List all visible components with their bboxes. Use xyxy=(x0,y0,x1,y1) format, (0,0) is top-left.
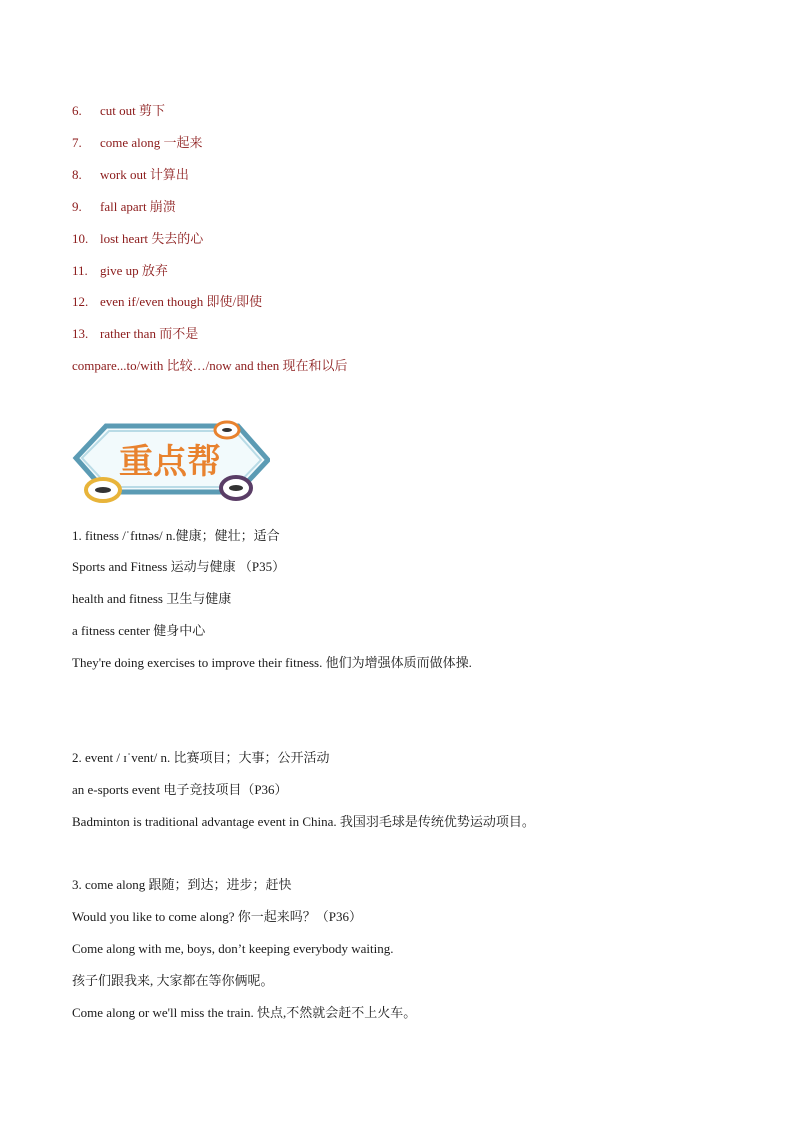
vocab-number: 9. xyxy=(72,199,82,214)
example-line: 孩子们跟我来, 大家都在等你俩呢。 xyxy=(72,973,274,988)
example-line: Badminton is traditional advantage event in China. 我国羽毛球是传统优势运动项目。 xyxy=(72,814,535,829)
section-heading-fitness: 1. fitness /ˈfɪtnəs/ n.健康；健壮；适合 xyxy=(72,528,280,543)
bubble-dot-icon xyxy=(222,428,232,432)
vocab-number: 8. xyxy=(72,167,82,182)
vocab-number: 12. xyxy=(72,294,89,309)
banner-title: 重点帮 xyxy=(119,442,221,482)
vocab-text: give up 放弃 xyxy=(100,263,168,278)
vocab-text: come along 一起来 xyxy=(100,135,203,150)
extra-phrase: compare...to/with 比较…/now and then 现在和以后 xyxy=(72,358,348,373)
vocab-text: lost heart 失去的心 xyxy=(100,231,204,246)
vocab-text: rather than 而不是 xyxy=(100,326,199,341)
vocab-item xyxy=(72,294,262,310)
example-line: a fitness center 健身中心 xyxy=(72,623,206,638)
bubble-dot-icon xyxy=(95,487,111,493)
vocab-text: cut out 剪下 xyxy=(100,103,165,118)
vocab-item xyxy=(72,199,176,215)
example-line: Sports and Fitness 运动与健康 （P35） xyxy=(72,559,286,574)
vocab-number: 7. xyxy=(72,135,82,150)
vocab-item xyxy=(72,231,203,247)
vocab-item xyxy=(72,135,203,151)
vocab-number: 11. xyxy=(72,263,88,278)
vocab-number: 13. xyxy=(72,326,89,341)
example-line: They're doing exercises to improve their fitness. 他们为增强体质而做体操. xyxy=(72,655,472,670)
vocab-item xyxy=(72,326,198,342)
example-line: Come along or we'll miss the train. 快点,不然就会赶不上火车。 xyxy=(72,1005,417,1020)
vocab-text: fall apart 崩溃 xyxy=(100,199,176,214)
bubble-dot-icon xyxy=(229,485,243,491)
vocab-text: even if/even though 即使/即使 xyxy=(100,294,263,309)
example-line: Come along with me, boys, don’t keeping everybody waiting. xyxy=(72,941,394,956)
example-line: health and fitness 卫生与健康 xyxy=(72,591,232,606)
vocab-number: 10. xyxy=(72,231,89,246)
vocab-text: work out 计算出 xyxy=(100,167,189,182)
section-heading-event: 2. event / ɪˈvent/ n. 比赛项目；大事；公开活动 xyxy=(72,750,330,765)
vocab-item xyxy=(72,103,165,119)
vocab-item xyxy=(72,263,168,279)
example-line: Would you like to come along? 你一起来吗？（P36） xyxy=(72,909,362,924)
vocab-number: 6. xyxy=(72,103,82,118)
example-line: an e-sports event 电子竞技项目（P36） xyxy=(72,782,288,797)
key-points-banner xyxy=(70,418,270,508)
vocab-item xyxy=(72,167,189,183)
section-heading-come-along: 3. come along 跟随；到达；进步；赶快 xyxy=(72,877,292,892)
